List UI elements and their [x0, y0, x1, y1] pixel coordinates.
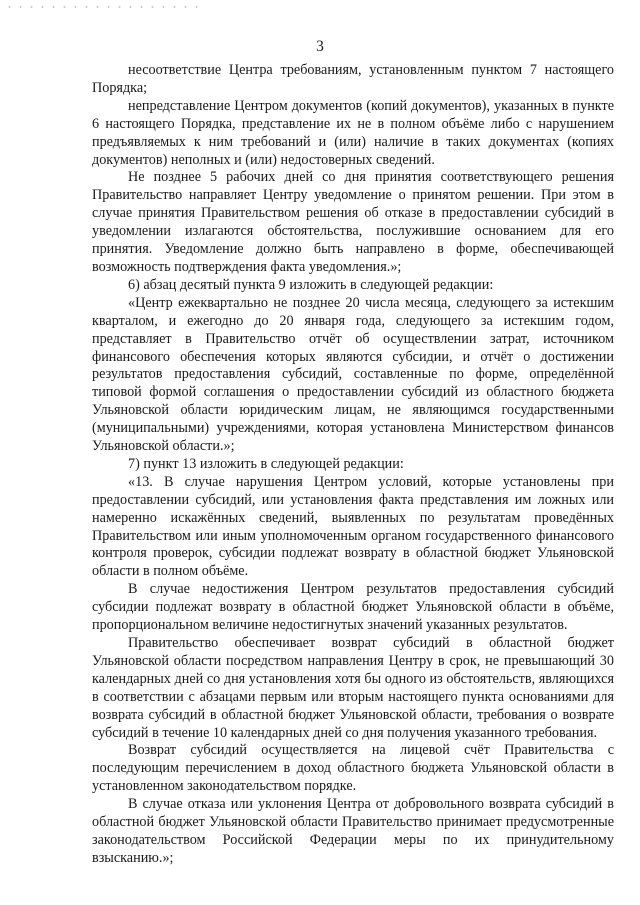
page-number: 3: [316, 38, 324, 55]
paragraph: несоответствие Центра требованиям, установленным пунктом 7 настоящего Порядка;: [92, 62, 614, 96]
paragraph: Возврат субсидий осуществляется на лицевой счёт Правительства с последующим перечислением в доход областного бюджета Ульяновской области в установленном законодательством порядке.: [92, 742, 614, 795]
paragraph: «Центр ежеквартально не позднее 20 числа месяца, следующего за истекшим кварталом, и ежегодно до 20 января года, следующего за истекшим годом, представляет в Правительство отчёт об осуществлении затрат, источником финансового обеспечения которых являются субсидии, и отчёт о достижении результатов предоставления субсидий, составленные по форме, определённой типовой формой соглашения о предоставлении субсидий из областного бюджета Ульяновской области юридическим лицам, не являющимся государственными (муниципальными) учреждениями, которая установлена Министерством финансов Ульяновской области.»;: [92, 294, 614, 455]
paragraph: В случае недостижения Центром результатов предоставления субсидий субсидии подлежат возврату в областной бюджет Ульяновской области в объёме, пропорциональном величине недостигнутых значений указанных результатов.: [92, 581, 614, 634]
scan-artifact: [4, 4, 204, 10]
paragraph: непредставление Центром документов (копий документов), указанных в пункте 6 настоящего Порядка, представление их не в полном объёме либо с нарушением предъявляемых к ним требований и (или) наличие в таких документах (копиях документов) неполных и (или) недостоверных сведений.: [92, 97, 614, 168]
paragraph: «13. В случае нарушения Центром условий, которые установлены при предоставлении субсидий, или установления факта представления им ложных или намеренно искажённых сведений, выявленных по результатам проведённых Правительством или иным уполномоченным органом государственного финансового контроля проверок, субсидии подлежат возврату в областной бюджет Ульяновской области в полном объёме.: [92, 473, 614, 580]
paragraph: Правительство обеспечивает возврат субсидий в областной бюджет Ульяновской области посредством направления Центру в срок, не превышающий 30 календарных дней со дня установления хотя бы одного из обстоятельств, являющихся в соответствии с абзацами первым или вторым настоящего пункта основаниями для возврата субсидий в областной бюджет Ульяновской области, требования о возврате субсидий в течение 10 календарных дней со дня получения указанного требования.: [92, 635, 614, 741]
document-body: [92, 62, 614, 868]
paragraph: 6) абзац десятый пункта 9 изложить в следующей редакции:: [128, 276, 494, 293]
paragraph: Не позднее 5 рабочих дней со дня принятия соответствующего решения Правительство направляет Центру уведомление о принятом решении. При этом в случае принятия Правительством решения об отказе в предоставлении субсидий в уведомлении излагаются обстоятельства, послужившие основанием для его принятия. Уведомление должно быть направлено в форме, обеспечивающей возможность подтверждения факта уведомления.»;: [92, 169, 614, 275]
paragraph: В случае отказа или уклонения Центра от добровольного возврата субсидий в областной бюджет Ульяновской области Правительство принимает предусмотренные законодательством Российской Федерации меры по их принудительному взысканию.»;: [92, 796, 614, 866]
paragraph: 7) пункт 13 изложить в следующей редакции:: [128, 455, 404, 472]
